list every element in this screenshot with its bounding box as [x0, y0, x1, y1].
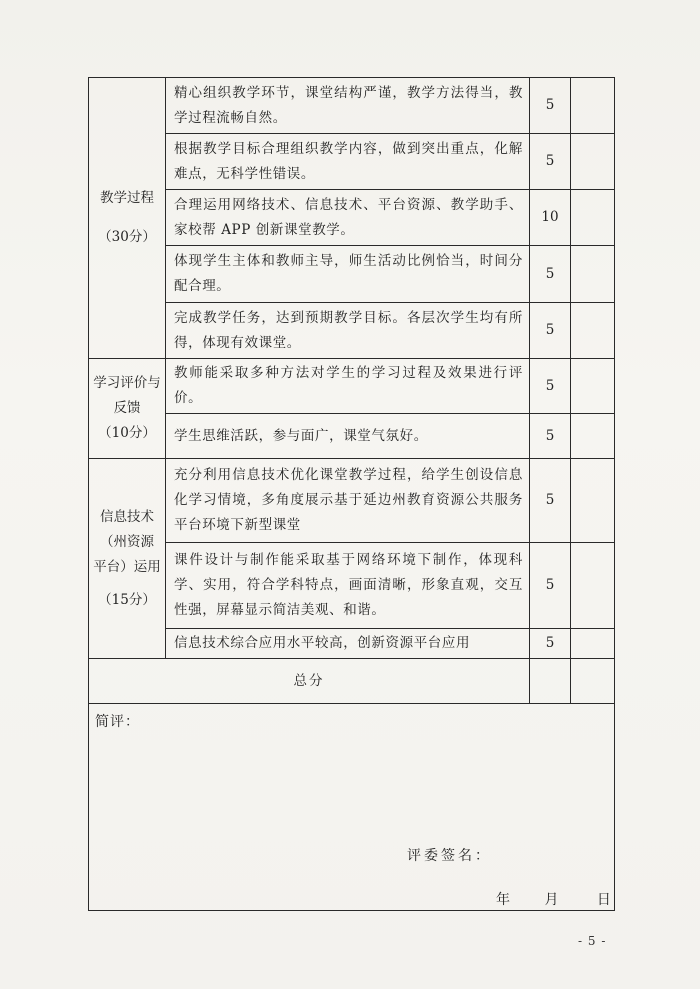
- date-day-label: 日: [596, 892, 611, 908]
- criterion-text: 根据教学目标合理组织教学内容，做到突出重点，化解难点，无科学性错误。: [166, 134, 530, 190]
- points-value: 5: [530, 543, 571, 629]
- table-row: [89, 78, 615, 134]
- criterion-text: 信息技术综合应用水平较高，创新资源平台应用: [166, 629, 530, 659]
- score-input-cell[interactable]: [571, 414, 615, 459]
- criterion-text: 充分利用信息技术优化课堂教学过程，给学生创设信息化学习情境，多角度展示基于延边州教育资源公共服务平台环境下新型课堂: [166, 459, 530, 543]
- criterion-text: 合理运用网络技术、信息技术、平台资源、教学助手、家校帮 APP 创新课堂教学。: [166, 190, 530, 246]
- table-row: [89, 629, 615, 659]
- category-line: （10分）: [98, 425, 156, 441]
- criterion-text: 教师能采取多种方法对学生的学习过程及效果进行评价。: [166, 359, 530, 414]
- date-year-label: 年: [496, 892, 510, 908]
- table-row: [89, 246, 615, 303]
- score-input-cell[interactable]: [571, 134, 615, 190]
- date-month-label: 月: [544, 892, 559, 908]
- score-input-cell[interactable]: [571, 303, 615, 359]
- total-points-cell[interactable]: [530, 659, 571, 704]
- comment-row: [89, 704, 615, 911]
- category-line: （州资源: [100, 533, 154, 550]
- criterion-text: 课件设计与制作能采取基于网络环境下制作，体现科学、实用，符合学科特点，画面清晰，形象直观，交互性强，屏幕显示简洁美观、和谐。: [166, 543, 530, 629]
- score-input-cell[interactable]: [571, 246, 615, 303]
- total-label: 总分: [89, 659, 530, 704]
- signature-label: 评委签名：: [407, 848, 492, 864]
- comment-label: 简评：: [95, 714, 140, 730]
- points-value: 5: [530, 246, 571, 303]
- points-value: 10: [530, 190, 571, 246]
- score-input-cell[interactable]: [571, 543, 615, 629]
- score-input-cell[interactable]: [571, 190, 615, 246]
- points-value: 5: [530, 459, 571, 543]
- points-value: 5: [530, 359, 571, 414]
- table-row: [89, 190, 615, 246]
- category-line: （30分）: [98, 229, 156, 245]
- category-line: 平台）运用: [93, 558, 161, 575]
- points-value: 5: [530, 629, 571, 659]
- criterion-text: 学生思维活跃，参与面广，课堂气氛好。: [166, 414, 530, 459]
- comment-cell[interactable]: [89, 704, 615, 911]
- table-row: [89, 303, 615, 359]
- evaluation-table: [88, 77, 615, 911]
- page-number: - 5 -: [578, 934, 607, 948]
- table-row: [89, 414, 615, 459]
- category-line: 信息技术: [100, 508, 154, 525]
- score-input-cell[interactable]: [571, 359, 615, 414]
- table-row: [89, 359, 615, 414]
- category-cell-info-tech: [89, 459, 166, 659]
- score-input-cell[interactable]: [571, 459, 615, 543]
- category-line: 学习评价与: [93, 375, 161, 391]
- category-cell-evaluation-feedback: [89, 359, 166, 459]
- points-value: 5: [530, 134, 571, 190]
- category-cell-teaching-process: [89, 78, 166, 359]
- category-line: 反馈: [113, 400, 141, 416]
- date-row: [496, 888, 611, 913]
- table-row: [89, 459, 615, 543]
- total-score-cell[interactable]: [571, 659, 615, 704]
- table-row: [89, 543, 615, 629]
- total-row: [89, 659, 615, 704]
- criterion-text: 完成教学任务，达到预期教学目标。各层次学生均有所得，体现有效课堂。: [166, 303, 530, 359]
- category-line: 教学过程: [100, 190, 154, 206]
- criterion-text: 体现学生主体和教师主导，师生活动比例恰当，时间分配合理。: [166, 246, 530, 303]
- points-value: 5: [530, 303, 571, 359]
- category-line: （15分）: [98, 591, 156, 608]
- score-input-cell[interactable]: [571, 78, 615, 134]
- points-value: 5: [530, 78, 571, 134]
- points-value: 5: [530, 414, 571, 459]
- table-row: [89, 134, 615, 190]
- criterion-text: 精心组织教学环节，课堂结构严谨，教学方法得当，教学过程流畅自然。: [166, 78, 530, 134]
- score-input-cell[interactable]: [571, 629, 615, 659]
